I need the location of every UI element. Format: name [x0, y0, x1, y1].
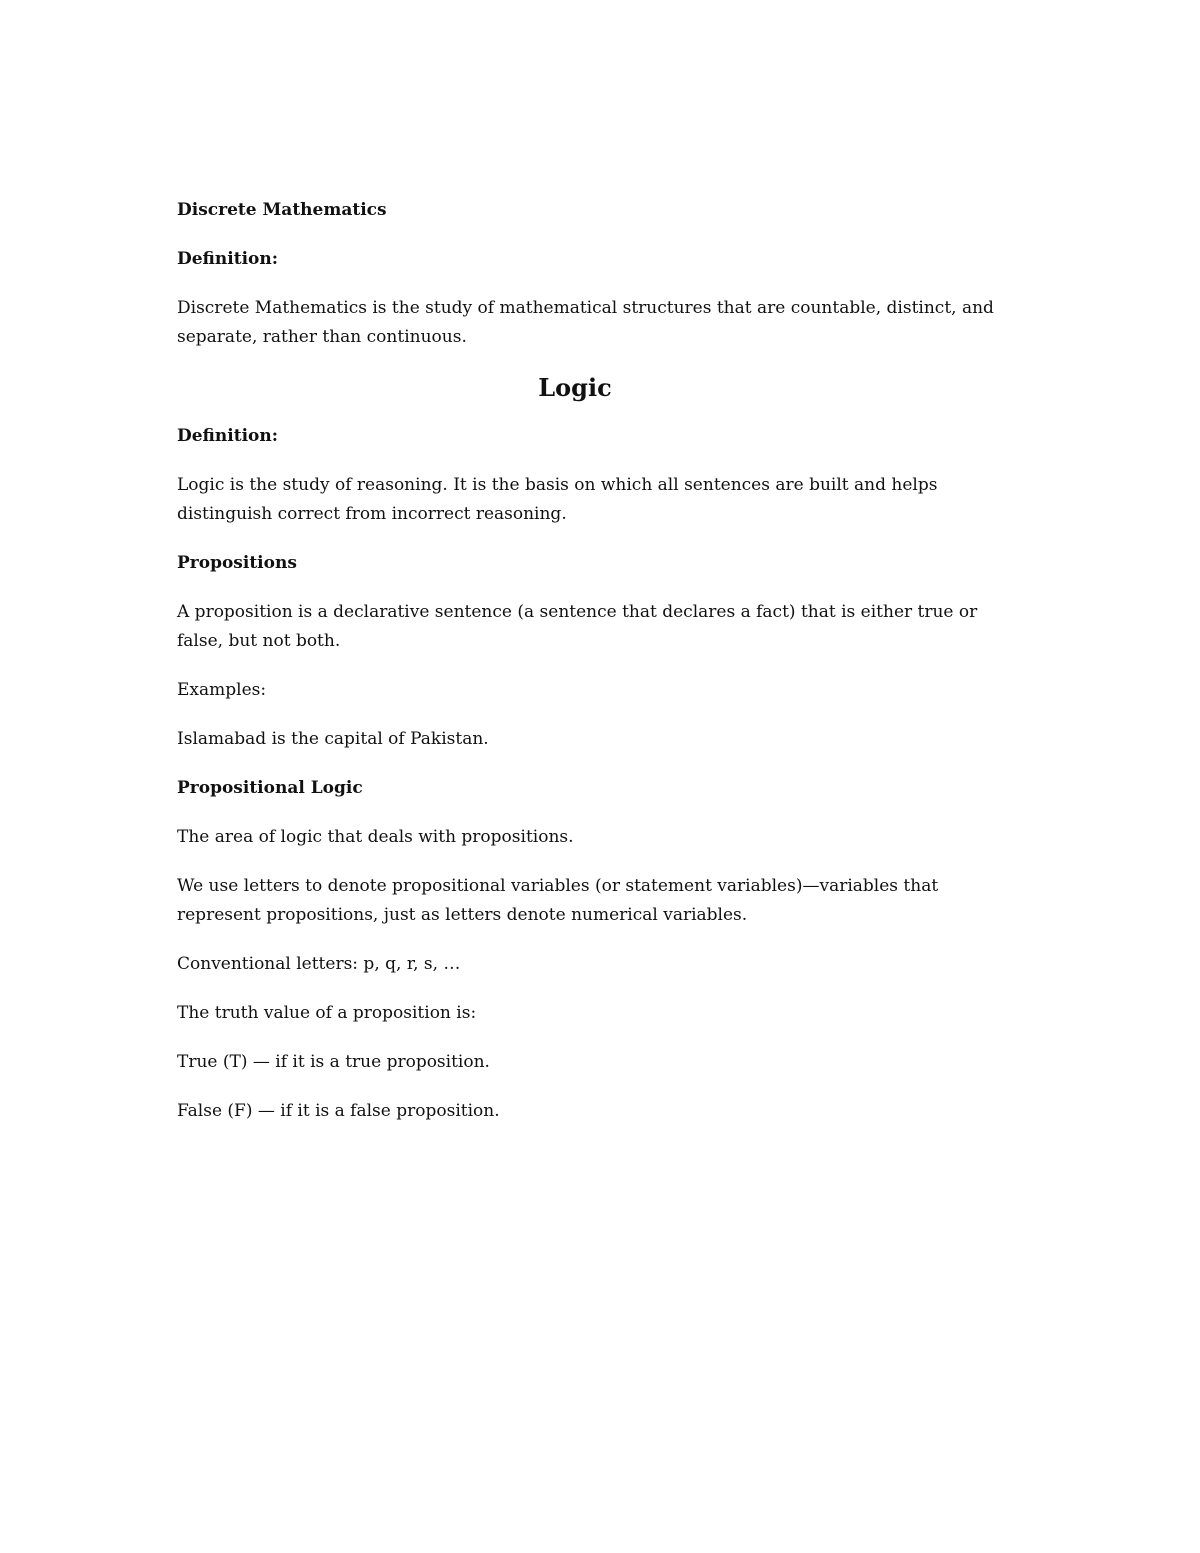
examples-label: Examples: — [177, 680, 267, 700]
propositions-text: A proposition is a declarative sentence (a sentence that declares a fact) that is either true or false, but not both. — [177, 602, 978, 651]
conventional-letters: Conventional letters: p, q, r, s, … — [177, 954, 461, 974]
definition-text-discrete: Discrete Mathematics is the study of mathematical structures that are countable, distinct, and separate, rather than continuous. — [177, 298, 994, 347]
truth-value-intro: The truth value of a proposition is: — [177, 1003, 477, 1023]
variables-text: We use letters to denote propositional variables (or statement variables)—variables that represent propositions, just as letters denote numerical variables. — [177, 876, 939, 925]
definition-label-logic: Definition: — [177, 426, 279, 446]
definition-text-logic: Logic is the study of reasoning. It is the basis on which all sentences are built and helps distinguish correct from incorrect reasoning. — [177, 475, 938, 524]
propositions-heading: Propositions — [177, 553, 297, 573]
document-body — [177, 196, 1027, 1146]
example-item: Islamabad is the capital of Pakistan. — [177, 729, 489, 749]
propositional-logic-heading: Propositional Logic — [177, 778, 363, 798]
truth-value-true: True (T) — if it is a true proposition. — [177, 1052, 490, 1072]
definition-label-discrete: Definition: — [177, 249, 279, 269]
logic-heading: Logic — [538, 373, 612, 402]
document-title: Discrete Mathematics — [177, 200, 387, 220]
propositional-logic-text: The area of logic that deals with propositions. — [177, 827, 574, 847]
truth-value-false: False (F) — if it is a false proposition. — [177, 1101, 500, 1121]
